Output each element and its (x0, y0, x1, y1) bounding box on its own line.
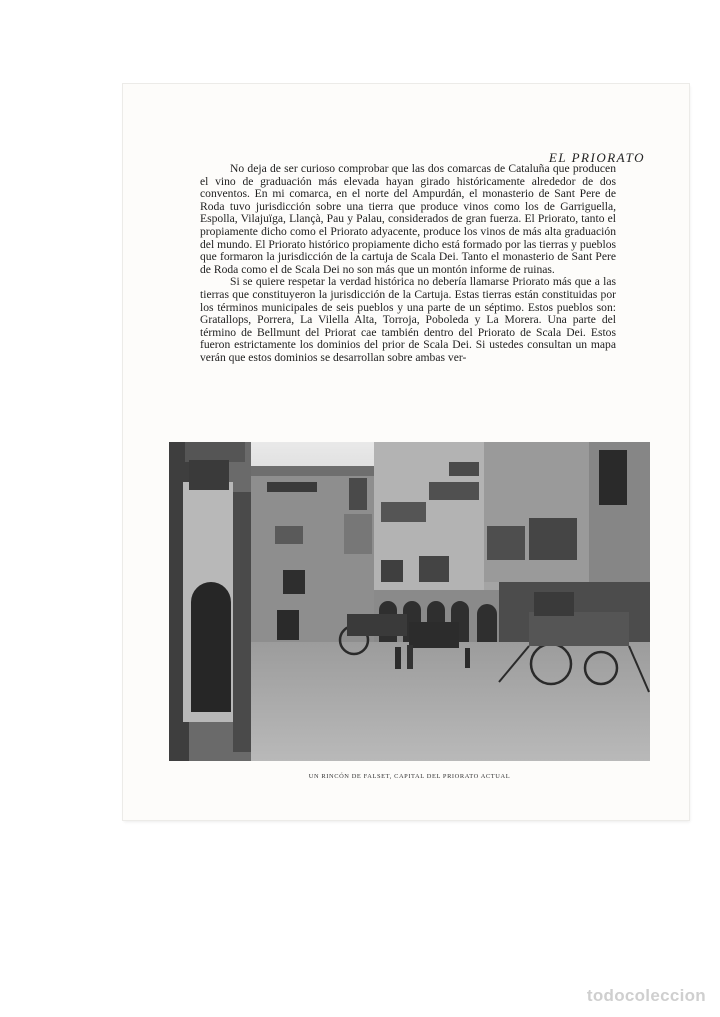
running-head: EL PRIORATO (548, 150, 645, 165)
street-photo (169, 442, 650, 761)
article-body (200, 163, 616, 365)
watermark-logo: todocoleccion (586, 986, 706, 1005)
paragraph-2: Si se quiere respetar la verdad histórica no debería llamarse Priorato más que a las tierras que constituyeron la jurisdicción de la Cartuja. Estas tierras están constituidas por los términos municipales de seis pueblos y una parte de un séptimo. Estos pueblos son: Gratallops, Porrera, La Vilella Alta, Torroja, Poboleda y La Morera. Una parte del término de Bellmunt del Priorat cae también dentro del Priorato de Scala Dei. Estos fueron estrictamente los dominios del prior de Scala Dei. Si ustedes consultan un mapa verán que estos dominios se desarrollan sobre ambas ver- (200, 275, 616, 364)
photo-caption: UN RINCÓN DE FALSET, CAPITAL DEL PRIORATO ACTUAL (308, 773, 511, 780)
street-scene-illustration (169, 442, 650, 761)
paragraph-1: No deja de ser curioso comprobar que las dos comarcas de Cataluña que producen el vino de graduación más elevada hayan girado históricamente alrededor de dos conventos. En mi comarca, en el norte del Ampurdán, el monasterio de Sant Pere de Roda tuvo jurisdicción sobre una tierra que produce vinos como los de Garriguella, Espolla, Vilajuïga, Llançà, Pau y Palau, considerados de gran fuerza. El Priorato, tanto el propiamente dicho como el Priorato adyacente, produce los vinos de más alta graduación del mundo. El Priorato histórico propiamente dicho está formado por las tierras y pueblos que formaron la jurisdicción de la cartuja de Scala Dei. Tanto el monasterio de Sant Pere de Roda como el de Scala Dei no son más que un montón informe de ruinas. (200, 162, 616, 276)
